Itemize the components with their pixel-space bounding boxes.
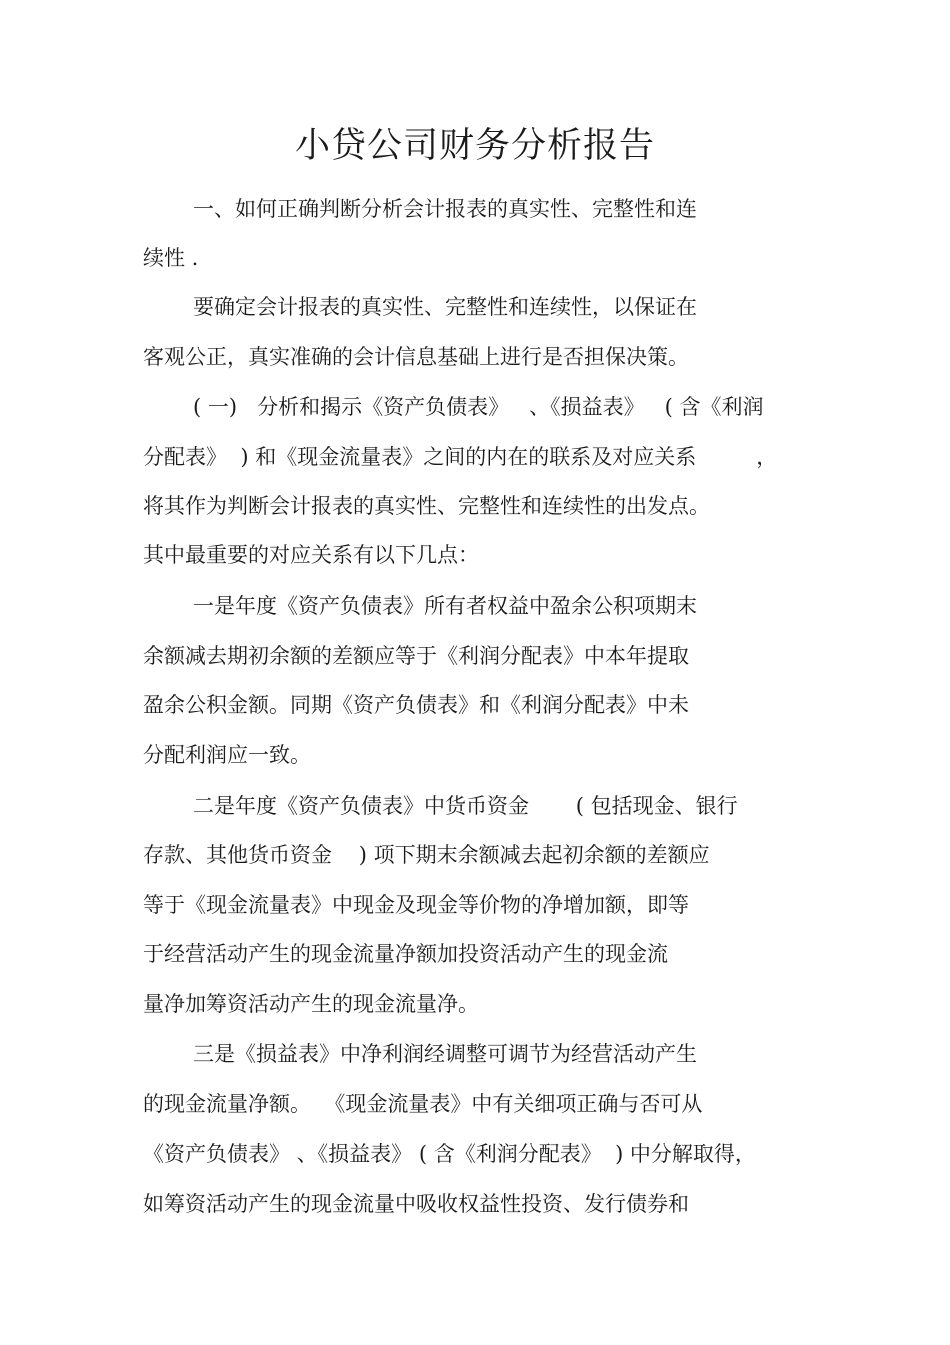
paragraph-line: 盈余公积金额。同期《资产负债表》和《利润分配表》中未 xyxy=(143,693,689,717)
paragraph-line: 于经营活动产生的现金流量净额加投资活动产生的现金流 xyxy=(143,942,668,966)
paragraph-line: 将其作为判断会计报表的真实性、完整性和连续性的出发点。 xyxy=(143,494,710,518)
paragraph-line: 分配表》 ) 和《现金流量表》之间的内在的联系及对应关系 ， xyxy=(143,445,778,469)
paragraph-line: 存款、其他货币资金 ) 项下期末余额减去起初余额的差额应 xyxy=(143,843,710,867)
paragraph-line: 的现金流量净额。 《现金流量表》中有关细项正确与否可从 xyxy=(143,1092,703,1116)
paragraph-line: 其中最重要的对应关系有以下几点： xyxy=(143,543,479,567)
paragraph-line: 二是年度《资产负债表》中货币资金 ( 包括现金、银行 xyxy=(193,794,738,818)
paragraph-line: 要确定会计报表的真实性、完整性和连续性，以保证在 xyxy=(193,295,697,319)
paragraph-line: 分配利润应一致。 xyxy=(143,743,311,767)
paragraph-line: 一、如何正确判断分析会计报表的真实性、完整性和连 xyxy=(193,197,697,221)
paragraph-line: 一是年度《资产负债表》所有者权益中盈余公积项期末 xyxy=(193,594,697,618)
paragraph-line: 量净加筹资活动产生的现金流量净。 xyxy=(143,992,479,1016)
document-title: 小贷公司财务分析报告 xyxy=(294,126,655,166)
paragraph-line: 余额减去期初余额的差额应等于《利润分配表》中本年提取 xyxy=(143,644,689,668)
paragraph-line: 如筹资活动产生的现金流量中吸收权益性投资、发行债券和 xyxy=(143,1192,689,1216)
paragraph-line: 客观公正，真实准确的会计信息基础上进行是否担保决策。 xyxy=(143,345,689,369)
paragraph-line: 《资产负债表》 、《损益表》 ( 含《利润分配表》 ) 中分解取得， xyxy=(143,1142,756,1166)
paragraph-line: ( 一) 分析和揭示《资产负债表》 、《损益表》 ( 含《利润 xyxy=(193,395,764,419)
paragraph-line: 续性 . xyxy=(143,246,199,270)
paragraph-line: 三是《损益表》中净利润经调整可调节为经营活动产生 xyxy=(193,1042,697,1066)
paragraph-line: 等于《现金流量表》中现金及现金等价物的净增加额，即等 xyxy=(143,893,689,917)
